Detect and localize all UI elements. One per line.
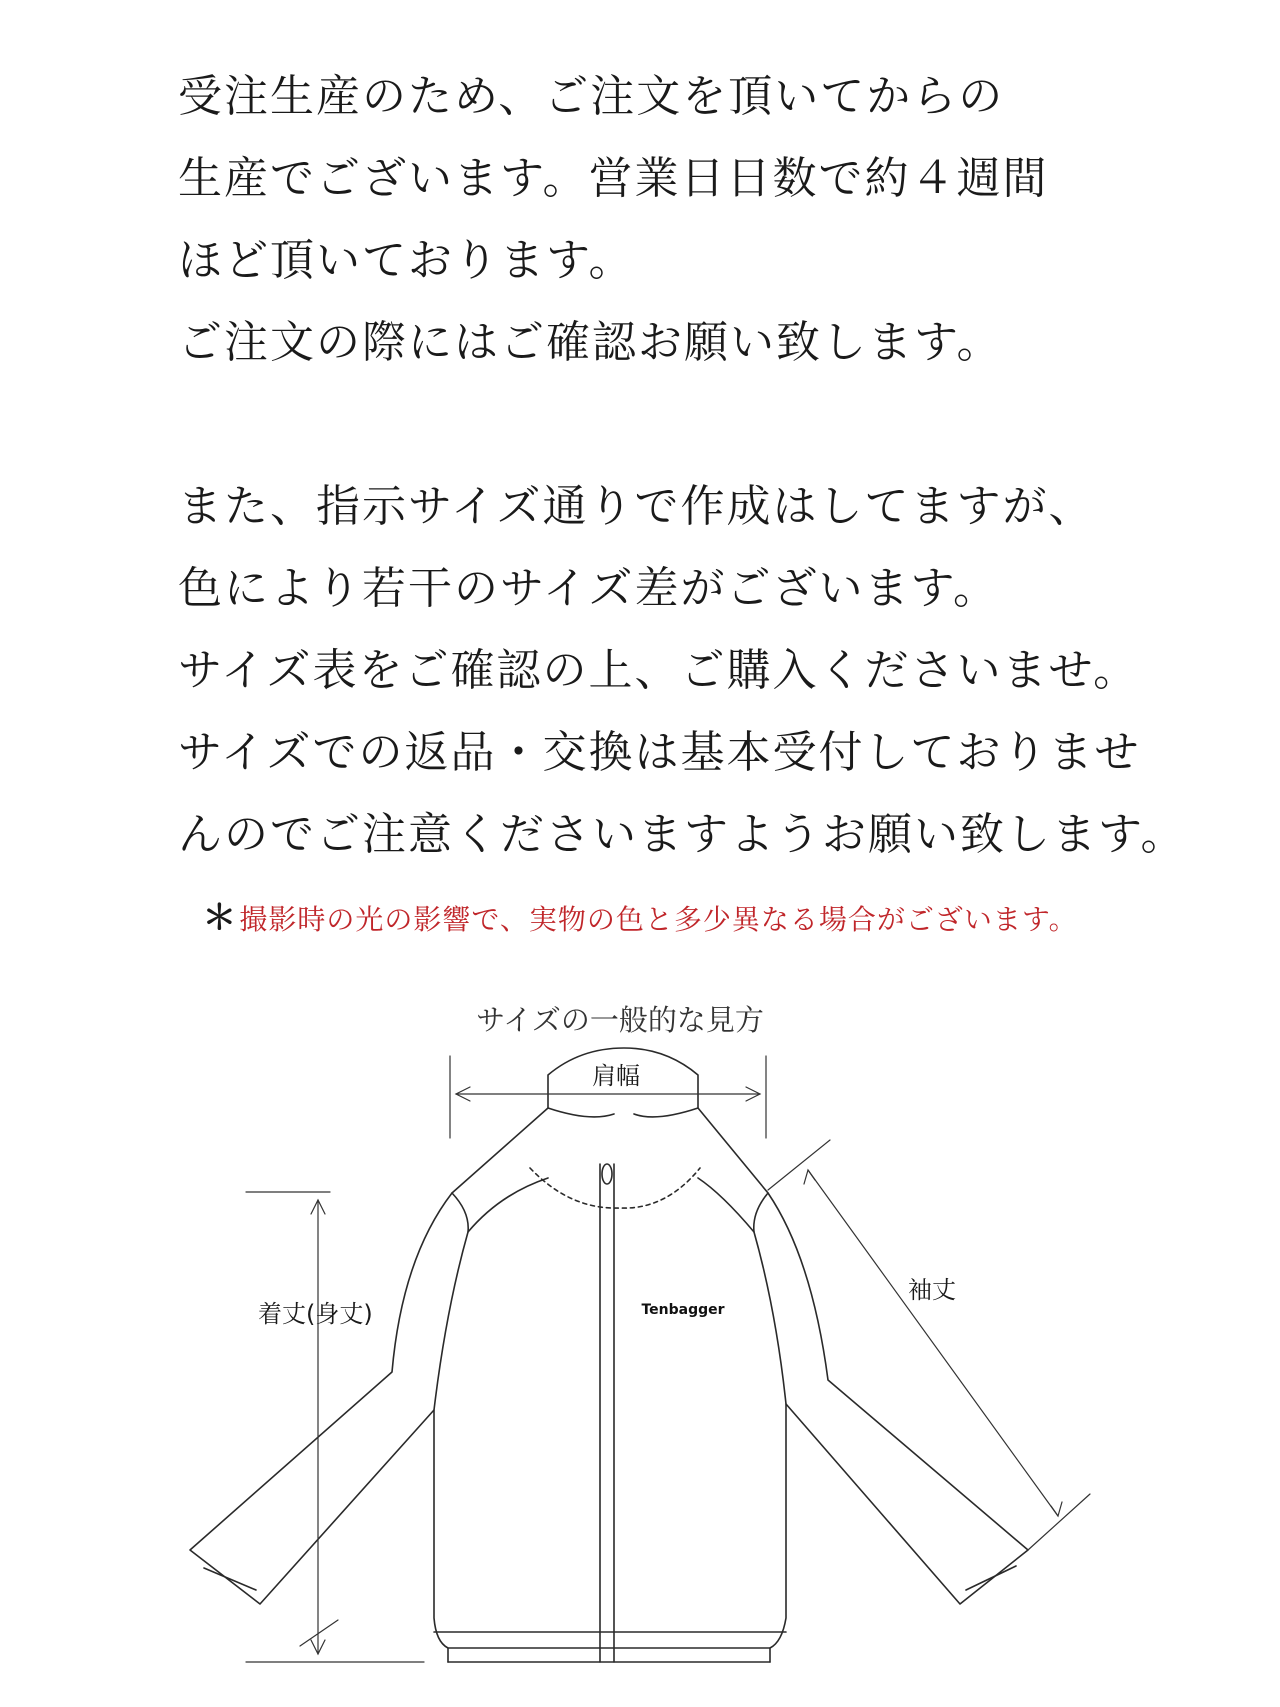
- photo-color-note-text: 撮影時の光の影響で、実物の色と多少異なる場合がございます。: [239, 903, 1078, 936]
- sleeve-guide: [1028, 1494, 1090, 1550]
- sleeve-length-label: 袖丈: [908, 1276, 956, 1304]
- sleeve-guide: [768, 1140, 830, 1190]
- notice-line: また、指示サイズ通りで作成はしてますが、: [178, 481, 1095, 532]
- notice-line: サイズでの返品・交換は基本受付しておりませ: [178, 727, 1141, 778]
- collar-stitch: [530, 1168, 700, 1208]
- notice-line: んのでご注意くださいますようお願い致します。: [178, 809, 1187, 860]
- shoulder-width-label: 肩幅: [592, 1062, 640, 1090]
- notice-line: サイズ表をご確認の上、ご購入くださいませ。: [178, 645, 1140, 696]
- zipper-pull-icon: [602, 1164, 612, 1184]
- jacket-outline: [190, 1048, 1028, 1648]
- yoke-seam: [452, 1178, 548, 1232]
- armhole-seam: [434, 1232, 468, 1410]
- asterisk-icon: ＊: [202, 898, 238, 938]
- sleeve-length-arrow: [808, 1170, 1058, 1516]
- armhole-seam: [754, 1232, 786, 1404]
- collar-line: [634, 1108, 698, 1117]
- notice-line: 生産でございます。営業日日数で約４週間: [178, 153, 1049, 204]
- yoke-seam: [698, 1178, 768, 1232]
- cuff-line: [204, 1568, 256, 1590]
- brand-logo-text: Tenbagger: [641, 1302, 725, 1318]
- notice-line: ほど頂いております。: [178, 235, 635, 286]
- diagram-title: サイズの一般的な見方: [476, 1003, 764, 1037]
- arrowhead-icon: [1051, 1502, 1062, 1516]
- notice-line: 色により若干のサイズ差がございます。: [178, 563, 999, 614]
- notice-line: ご注文の際にはご確認お願い致します。: [178, 317, 1003, 368]
- cuff-line: [966, 1566, 1016, 1590]
- notice-line: 受注生産のため、ご注文を頂いてからの: [178, 71, 1005, 122]
- collar-line: [548, 1108, 614, 1117]
- arrowhead-icon: [804, 1170, 815, 1184]
- length-guide: [300, 1620, 338, 1646]
- body-length-label: 着丈(身丈): [258, 1300, 373, 1328]
